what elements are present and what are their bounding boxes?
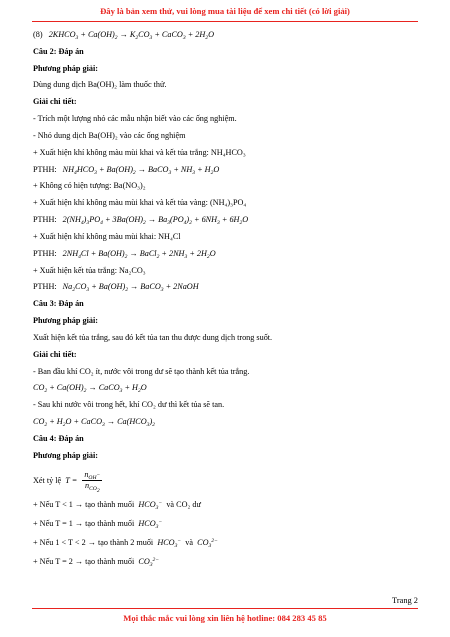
q3-step-1: - Ban đầu khí CO₂ ít, nước vôi trong dư sẽ tạo thành kết tủa trắng. <box>33 366 250 376</box>
hotline-footer: Mọi thắc mắc vui lòng xin liên hệ hotline: 084 283 45 85 <box>123 613 327 623</box>
ratio-label: Xét tỷ lệ <box>33 475 62 485</box>
header-divider <box>32 21 418 22</box>
q3-step-2: - Sau khi nước vôi trong hết, khí CO₂ dư thì kết tủa sẽ tan. <box>33 400 225 410</box>
reaction-label: (8) <box>33 30 43 39</box>
q4-rule-2: + Nếu T = 1 → tạo thành muối $HCO_3^-$ <box>33 519 163 531</box>
ptth-label: PTHH: <box>33 248 57 258</box>
q4-method-title: Phương pháp giải: <box>33 450 98 460</box>
q4-rule-4: + Nếu T = 2 → tạo thành muối $CO_3^{2-}$ <box>33 556 160 568</box>
q4-rule-1: + Nếu T < 1 → tạo thành muối $HCO_3^-$ và CO₂ dư <box>33 500 201 512</box>
ratio-fraction: $\frac{n_{OH^-}}{n_{CO_2}}$ <box>84 469 101 495</box>
q2-case-4: + Xuất hiện khí không màu mùi khai: NH₄Cl <box>33 231 181 241</box>
q3-equation-2: $CO_2 + H_2O$ + CaCO$_3$ → $Ca(HCO_3)_2$ <box>33 417 155 429</box>
q2-case-2: + Không có hiện tượng: Ba(NO₃)₂ <box>33 181 146 191</box>
reaction-8 <box>33 30 423 41</box>
ptth-label: PTHH: <box>33 215 57 225</box>
ptth-label: PTHH: <box>33 164 57 174</box>
q2-equation-1: PTHH: $NH_4HCO_3 + Ba(OH)_2$ → BaCO$_3$ + $NH_3 + H_2O$ <box>33 164 220 176</box>
q2-equation-4: PTHH: $2NH_4Cl + Ba(OH)_2$ → BaCl$_2$ + $2NH_3 + 2H_2O$ <box>33 248 216 260</box>
q2-case-5: + Xuất hiện kết tủa trắng: Na₂CO₃ <box>33 265 146 275</box>
q2-case-3: + Xuất hiện khí không màu mùi khai và kết tủa vàng: (NH₄)₃PO₄ <box>33 198 247 208</box>
page-number: Trang 2 <box>392 596 418 605</box>
q3-method-title: Phương pháp giải: <box>33 316 98 326</box>
footer-divider <box>32 608 418 609</box>
q4-ratio: Xét tỷ lệ T = $\frac{n_{OH^-}}{n_{CO_2}}$ <box>33 469 101 495</box>
q2-equation-5: PTHH: $Na_2CO_3 + Ba(OH)_2$ → BaCO$_3$ + 2NaOH <box>33 282 199 294</box>
q4-rule-3: + Nếu 1 < T < 2 → tạo thành 2 muối $HCO_3^-$ và $CO_3^{2-}$ <box>33 537 218 549</box>
q3-equation-1: $CO_2 + Ca(OH)_2$ → CaCO$_3$ + $H_2O$ <box>33 383 147 395</box>
q2-detail-title: Giải chi tiết: <box>33 97 77 107</box>
q2-equation-3: PTHH: $2(NH_4)_3PO_4 + 3Ba(OH)_2 \to Ba_3(PO_4)_2 + 6NH_3 + 6H_2O$ <box>33 215 249 227</box>
preview-banner: Đây là bản xem thử, vui lòng mua tài liệu để xem chi tiết (có lời giải) <box>100 6 350 16</box>
q2-step-1: - Trích một lượng nhỏ các mẫu nhận biết vào các ống nghiệm. <box>33 114 237 124</box>
question-4-title: Câu 4: Đáp án <box>33 433 84 443</box>
document-body <box>33 30 423 568</box>
q3-detail-title: Giải chi tiết: <box>33 349 77 359</box>
q3-method-text: Xuất hiện kết tủa trắng, sau đó kết tủa tan thu được dung dịch trong suốt. <box>33 332 273 342</box>
question-2-title: Câu 2: Đáp án <box>33 46 84 56</box>
equation-8: $2KHCO_3 + Ca(OH)_2 \to K_2CO_3$ + CaCO$_3$ + $2H_2O$ <box>48 30 215 41</box>
question-3-title: Câu 3: Đáp án <box>33 299 84 309</box>
q2-case-1: + Xuất hiện khí không màu mùi khai và kết tủa trắng: NH₄HCO₃ <box>33 147 246 157</box>
ptth-label: PTHH: <box>33 282 57 292</box>
q2-step-2: - Nhỏ dung dịch Ba(OH)₂ vào các ống nghiệm <box>33 130 186 140</box>
q2-method-title: Phương pháp giải: <box>33 63 98 73</box>
q2-method-text: Dùng dung dịch Ba(OH)₂ làm thuốc thử. <box>33 80 167 90</box>
